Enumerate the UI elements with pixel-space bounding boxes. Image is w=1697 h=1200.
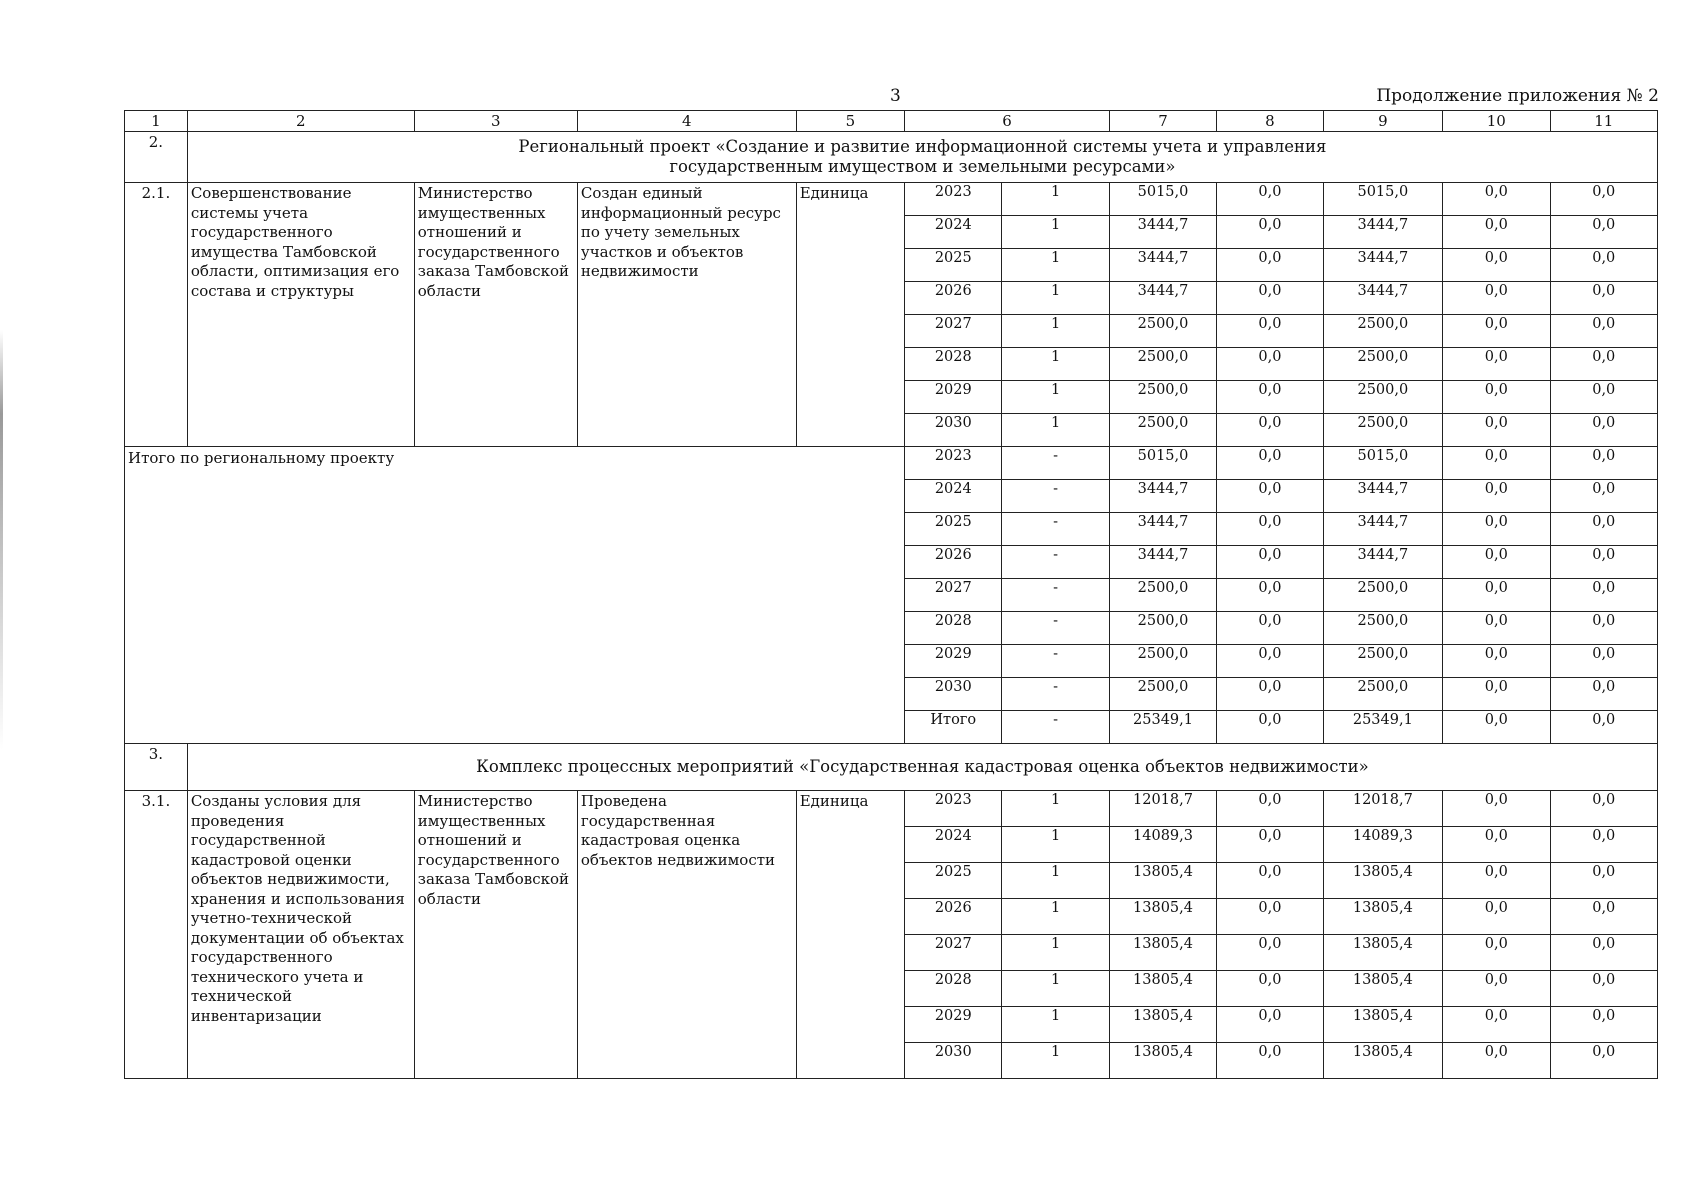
- regional-budget-cell: 2500,0: [1323, 315, 1443, 348]
- total-amount-cell: 2500,0: [1109, 612, 1216, 645]
- local-budget-cell: 0,0: [1443, 282, 1550, 315]
- extra-budgetary-cell: 0,0: [1550, 1007, 1657, 1043]
- total-amount-cell: 3444,7: [1109, 249, 1216, 282]
- federal-budget-cell: 0,0: [1217, 513, 1323, 546]
- local-budget-cell: 0,0: [1443, 315, 1550, 348]
- column-header: 3: [414, 111, 577, 132]
- regional-budget-cell: 2500,0: [1323, 645, 1443, 678]
- column-number-header-row: [125, 111, 1658, 132]
- column-header: 11: [1550, 111, 1657, 132]
- regional-budget-cell: 2500,0: [1323, 381, 1443, 414]
- total-amount-cell: 2500,0: [1109, 678, 1216, 711]
- local-budget-cell: 0,0: [1443, 971, 1550, 1007]
- local-budget-cell: 0,0: [1443, 414, 1550, 447]
- responsible-executor: Министерство имущественных отношений и государственного заказа Тамбовской области: [414, 791, 577, 1079]
- total-amount-cell: 14089,3: [1109, 827, 1216, 863]
- column-header: 4: [577, 111, 796, 132]
- total-amount-cell: 2500,0: [1109, 381, 1216, 414]
- section-3-title-row: [125, 744, 1658, 791]
- regional-budget-cell: 12018,7: [1323, 791, 1443, 827]
- local-budget-cell: 0,0: [1443, 513, 1550, 546]
- federal-budget-cell: 0,0: [1217, 381, 1323, 414]
- total-amount-cell: 3444,7: [1109, 282, 1216, 315]
- column-header: 5: [796, 111, 904, 132]
- federal-budget-cell: 0,0: [1217, 315, 1323, 348]
- total-amount-cell: 2500,0: [1109, 645, 1216, 678]
- local-budget-cell: 0,0: [1443, 1043, 1550, 1079]
- regional-project-total-label: Итого по региональному проекту: [125, 447, 905, 744]
- indicator-value-cell: 1: [1002, 1043, 1109, 1079]
- total-amount-cell: 5015,0: [1109, 447, 1216, 480]
- year-cell: 2023: [905, 791, 1002, 827]
- column-header: 8: [1217, 111, 1323, 132]
- local-budget-cell: 0,0: [1443, 216, 1550, 249]
- year-cell: 2029: [905, 1007, 1002, 1043]
- regional-budget-cell: 2500,0: [1323, 579, 1443, 612]
- year-cell: Итого: [905, 711, 1002, 744]
- extra-budgetary-cell: 0,0: [1550, 827, 1657, 863]
- regional-budget-cell: 13805,4: [1323, 863, 1443, 899]
- total-amount-cell: 25349,1: [1109, 711, 1216, 744]
- indicator-value-cell: -: [1002, 579, 1109, 612]
- federal-budget-cell: 0,0: [1217, 827, 1323, 863]
- year-cell: 2025: [905, 249, 1002, 282]
- indicator-value-cell: 1: [1002, 348, 1109, 381]
- regional-budget-cell: 2500,0: [1323, 414, 1443, 447]
- federal-budget-cell: 0,0: [1217, 711, 1323, 744]
- indicator-value-cell: -: [1002, 678, 1109, 711]
- column-header: 6: [905, 111, 1110, 132]
- regional-budget-cell: 3444,7: [1323, 216, 1443, 249]
- federal-budget-cell: 0,0: [1217, 216, 1323, 249]
- total-amount-cell: 3444,7: [1109, 216, 1216, 249]
- year-cell: 2025: [905, 513, 1002, 546]
- section-title-line: Региональный проект «Создание и развитие информационной системы учета и управления: [518, 137, 1327, 156]
- local-budget-cell: 0,0: [1443, 935, 1550, 971]
- total-amount-cell: 2500,0: [1109, 414, 1216, 447]
- measures-table: [124, 110, 1658, 1079]
- total-amount-cell: 13805,4: [1109, 863, 1216, 899]
- local-budget-cell: 0,0: [1443, 546, 1550, 579]
- total-amount-cell: 12018,7: [1109, 791, 1216, 827]
- federal-budget-cell: 0,0: [1217, 414, 1323, 447]
- column-header: 10: [1443, 111, 1550, 132]
- result-description: Проведена государственная кадастровая оценка объектов недвижимости: [577, 791, 796, 1079]
- extra-budgetary-cell: 0,0: [1550, 348, 1657, 381]
- unit-of-measure: Единица: [796, 791, 904, 1079]
- year-cell: 2025: [905, 863, 1002, 899]
- indicator-value-cell: 1: [1002, 827, 1109, 863]
- total-amount-cell: 2500,0: [1109, 348, 1216, 381]
- task-description: Совершенствование системы учета государственного имущества Тамбовской области, оптимизация его состава и структуры: [187, 183, 414, 447]
- federal-budget-cell: 0,0: [1217, 863, 1323, 899]
- indicator-value-cell: -: [1002, 711, 1109, 744]
- column-header: 9: [1323, 111, 1443, 132]
- regional-budget-cell: 13805,4: [1323, 1043, 1443, 1079]
- indicator-value-cell: 1: [1002, 282, 1109, 315]
- total-amount-cell: 5015,0: [1109, 183, 1216, 216]
- total-amount-cell: 3444,7: [1109, 480, 1216, 513]
- regional-budget-cell: 2500,0: [1323, 348, 1443, 381]
- item-number: 3.1.: [125, 791, 188, 1079]
- regional-budget-cell: 25349,1: [1323, 711, 1443, 744]
- task-description: Созданы условия для проведения государственной кадастровой оценки объектов недвижимости, хранения и использования учетно-технической документации об объектах государственного технического учета и технической инвентаризации: [187, 791, 414, 1079]
- scan-edge-mark: [0, 330, 3, 750]
- year-cell: 2027: [905, 315, 1002, 348]
- unit-of-measure: Единица: [796, 183, 904, 447]
- regional-budget-cell: 2500,0: [1323, 678, 1443, 711]
- regional-budget-cell: 3444,7: [1323, 480, 1443, 513]
- indicator-value-cell: 1: [1002, 315, 1109, 348]
- year-cell: 2026: [905, 282, 1002, 315]
- total-amount-cell: 3444,7: [1109, 546, 1216, 579]
- local-budget-cell: 0,0: [1443, 1007, 1550, 1043]
- total-amount-cell: 13805,4: [1109, 899, 1216, 935]
- indicator-value-cell: -: [1002, 480, 1109, 513]
- regional-budget-cell: 13805,4: [1323, 935, 1443, 971]
- extra-budgetary-cell: 0,0: [1550, 513, 1657, 546]
- indicator-value-cell: 1: [1002, 381, 1109, 414]
- year-cell: 2030: [905, 1043, 1002, 1079]
- extra-budgetary-cell: 0,0: [1550, 612, 1657, 645]
- total-row: [125, 447, 1658, 480]
- year-cell: 2029: [905, 645, 1002, 678]
- year-cell: 2028: [905, 971, 1002, 1007]
- federal-budget-cell: 0,0: [1217, 282, 1323, 315]
- extra-budgetary-cell: 0,0: [1550, 447, 1657, 480]
- year-cell: 2024: [905, 480, 1002, 513]
- total-amount-cell: 3444,7: [1109, 513, 1216, 546]
- page-number: 3: [890, 86, 901, 106]
- year-cell: 2030: [905, 678, 1002, 711]
- federal-budget-cell: 0,0: [1217, 1007, 1323, 1043]
- extra-budgetary-cell: 0,0: [1550, 546, 1657, 579]
- federal-budget-cell: 0,0: [1217, 546, 1323, 579]
- responsible-executor: Министерство имущественных отношений и государственного заказа Тамбовской области: [414, 183, 577, 447]
- regional-budget-cell: 3444,7: [1323, 546, 1443, 579]
- table-row: [125, 183, 1658, 216]
- extra-budgetary-cell: 0,0: [1550, 935, 1657, 971]
- indicator-value-cell: 1: [1002, 183, 1109, 216]
- regional-budget-cell: 13805,4: [1323, 971, 1443, 1007]
- federal-budget-cell: 0,0: [1217, 1043, 1323, 1079]
- extra-budgetary-cell: 0,0: [1550, 791, 1657, 827]
- local-budget-cell: 0,0: [1443, 183, 1550, 216]
- column-header: 7: [1109, 111, 1216, 132]
- extra-budgetary-cell: 0,0: [1550, 315, 1657, 348]
- federal-budget-cell: 0,0: [1217, 971, 1323, 1007]
- local-budget-cell: 0,0: [1443, 249, 1550, 282]
- federal-budget-cell: 0,0: [1217, 935, 1323, 971]
- federal-budget-cell: 0,0: [1217, 348, 1323, 381]
- column-header: 2: [187, 111, 414, 132]
- indicator-value-cell: -: [1002, 546, 1109, 579]
- local-budget-cell: 0,0: [1443, 863, 1550, 899]
- indicator-value-cell: -: [1002, 612, 1109, 645]
- extra-budgetary-cell: 0,0: [1550, 249, 1657, 282]
- regional-budget-cell: 14089,3: [1323, 827, 1443, 863]
- indicator-value-cell: 1: [1002, 249, 1109, 282]
- extra-budgetary-cell: 0,0: [1550, 711, 1657, 744]
- indicator-value-cell: 1: [1002, 414, 1109, 447]
- extra-budgetary-cell: 0,0: [1550, 282, 1657, 315]
- local-budget-cell: 0,0: [1443, 612, 1550, 645]
- indicator-value-cell: 1: [1002, 935, 1109, 971]
- total-amount-cell: 13805,4: [1109, 971, 1216, 1007]
- total-amount-cell: 13805,4: [1109, 1043, 1216, 1079]
- appendix-continuation-note: Продолжение приложения № 2: [1376, 86, 1659, 106]
- section-number: 2.: [125, 132, 188, 183]
- federal-budget-cell: 0,0: [1217, 183, 1323, 216]
- local-budget-cell: 0,0: [1443, 381, 1550, 414]
- column-header: 1: [125, 111, 188, 132]
- extra-budgetary-cell: 0,0: [1550, 183, 1657, 216]
- section-title: Комплекс процессных мероприятий «Государственная кадастровая оценка объектов недвижимости»: [187, 744, 1657, 791]
- indicator-value-cell: 1: [1002, 971, 1109, 1007]
- local-budget-cell: 0,0: [1443, 579, 1550, 612]
- regional-budget-cell: 13805,4: [1323, 1007, 1443, 1043]
- result-description: Создан единый информационный ресурс по учету земельных участков и объектов недвижимости: [577, 183, 796, 447]
- regional-budget-cell: 5015,0: [1323, 183, 1443, 216]
- local-budget-cell: 0,0: [1443, 791, 1550, 827]
- extra-budgetary-cell: 0,0: [1550, 381, 1657, 414]
- year-cell: 2024: [905, 216, 1002, 249]
- federal-budget-cell: 0,0: [1217, 612, 1323, 645]
- local-budget-cell: 0,0: [1443, 678, 1550, 711]
- item-number: 2.1.: [125, 183, 188, 447]
- federal-budget-cell: 0,0: [1217, 645, 1323, 678]
- extra-budgetary-cell: 0,0: [1550, 579, 1657, 612]
- year-cell: 2026: [905, 546, 1002, 579]
- extra-budgetary-cell: 0,0: [1550, 645, 1657, 678]
- year-cell: 2027: [905, 935, 1002, 971]
- extra-budgetary-cell: 0,0: [1550, 863, 1657, 899]
- federal-budget-cell: 0,0: [1217, 899, 1323, 935]
- total-amount-cell: 13805,4: [1109, 935, 1216, 971]
- indicator-value-cell: -: [1002, 645, 1109, 678]
- regional-budget-cell: 5015,0: [1323, 447, 1443, 480]
- local-budget-cell: 0,0: [1443, 711, 1550, 744]
- section-title-line: государственным имуществом и земельными ресурсами»: [669, 157, 1176, 176]
- extra-budgetary-cell: 0,0: [1550, 216, 1657, 249]
- federal-budget-cell: 0,0: [1217, 447, 1323, 480]
- year-cell: 2023: [905, 447, 1002, 480]
- regional-budget-cell: 3444,7: [1323, 249, 1443, 282]
- indicator-value-cell: 1: [1002, 791, 1109, 827]
- total-amount-cell: 2500,0: [1109, 315, 1216, 348]
- indicator-value-cell: 1: [1002, 899, 1109, 935]
- year-cell: 2030: [905, 414, 1002, 447]
- regional-budget-cell: 3444,7: [1323, 513, 1443, 546]
- year-cell: 2024: [905, 827, 1002, 863]
- section-title: [187, 132, 1657, 183]
- extra-budgetary-cell: 0,0: [1550, 971, 1657, 1007]
- extra-budgetary-cell: 0,0: [1550, 678, 1657, 711]
- local-budget-cell: 0,0: [1443, 480, 1550, 513]
- federal-budget-cell: 0,0: [1217, 791, 1323, 827]
- year-cell: 2027: [905, 579, 1002, 612]
- regional-budget-cell: 13805,4: [1323, 899, 1443, 935]
- local-budget-cell: 0,0: [1443, 645, 1550, 678]
- year-cell: 2028: [905, 612, 1002, 645]
- indicator-value-cell: 1: [1002, 216, 1109, 249]
- federal-budget-cell: 0,0: [1217, 480, 1323, 513]
- indicator-value-cell: -: [1002, 447, 1109, 480]
- local-budget-cell: 0,0: [1443, 899, 1550, 935]
- year-cell: 2029: [905, 381, 1002, 414]
- regional-budget-cell: 3444,7: [1323, 282, 1443, 315]
- extra-budgetary-cell: 0,0: [1550, 480, 1657, 513]
- indicator-value-cell: -: [1002, 513, 1109, 546]
- extra-budgetary-cell: 0,0: [1550, 1043, 1657, 1079]
- local-budget-cell: 0,0: [1443, 827, 1550, 863]
- table-row: [125, 791, 1658, 827]
- indicator-value-cell: 1: [1002, 863, 1109, 899]
- local-budget-cell: 0,0: [1443, 348, 1550, 381]
- regional-budget-cell: 2500,0: [1323, 612, 1443, 645]
- federal-budget-cell: 0,0: [1217, 678, 1323, 711]
- federal-budget-cell: 0,0: [1217, 579, 1323, 612]
- total-amount-cell: 2500,0: [1109, 579, 1216, 612]
- section-2-title-row: [125, 132, 1658, 183]
- local-budget-cell: 0,0: [1443, 447, 1550, 480]
- extra-budgetary-cell: 0,0: [1550, 414, 1657, 447]
- total-amount-cell: 13805,4: [1109, 1007, 1216, 1043]
- extra-budgetary-cell: 0,0: [1550, 899, 1657, 935]
- section-number: 3.: [125, 744, 188, 791]
- federal-budget-cell: 0,0: [1217, 249, 1323, 282]
- year-cell: 2028: [905, 348, 1002, 381]
- indicator-value-cell: 1: [1002, 1007, 1109, 1043]
- year-cell: 2023: [905, 183, 1002, 216]
- year-cell: 2026: [905, 899, 1002, 935]
